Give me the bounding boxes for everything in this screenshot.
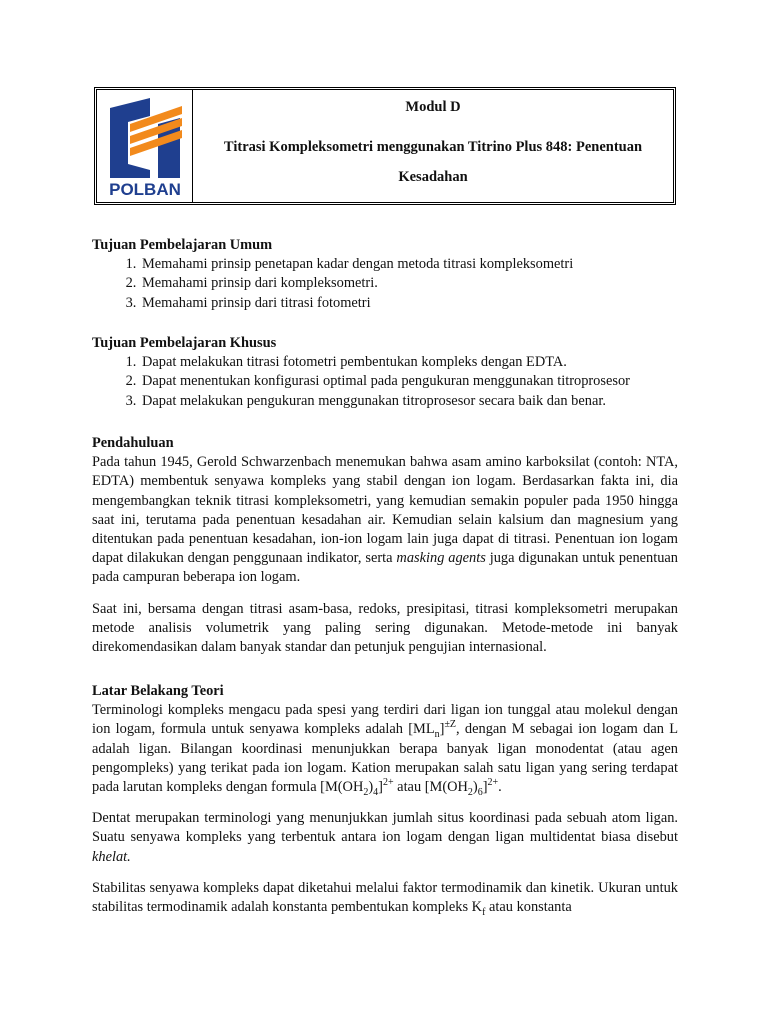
paragraph: Pada tahun 1945, Gerold Schwarzenbach menemukan bahwa asam amino karboksilat (contoh: NTA, EDTA) membentuk senyawa kompleks yang stabil dengan ion logam. Berdasarkan fakta ini, dia mengembangkan teknik titrasi kompleksometri, yang kemudian semakin populer pada 1950 hingga saat ini, terutama pada penentuan kesadahan air. Kemudian selain kalsium dan magnesium yang ditentukan pada penentuan kesadahan, ion-ion logam lain juga dapat di titrasi. Penentuan ion logam dapat dilakukan dengan penggunaan indikator, serta masking agents juga digunakan untuk penentuan pada campuran beberapa ion logam. bbox=[92, 454, 678, 586]
paragraph: Saat ini, bersama dengan titrasi asam-basa, redoks, presipitasi, titrasi kompleksometri merupakan metode analisis volumetrik yang paling sering digunakan. Metode-metode ini banyak direkomendasikan dalam banyak standar dan petunjuk pengujian internasional. bbox=[92, 600, 678, 656]
paragraph: Terminologi kompleks mengacu pada spesi yang terdiri dari ligan ion tunggal atau molekul dengan ion logam, formula untuk senyawa kompleks adalah $[ML_n]^{\pm Z}$, dengan M sebagai ion logam dan L adalah ligan. Bilangan koordinasi menunjukkan berapa banyak ligan monodentat (atau agen pengompleks) yang terikat pada ion logam. Kation merupakan salah satu ligan yang sering terdapat pada larutan kompleks dengan formula $[M(OH_2)_4]^{2+}$ atau $[M(OH_2)_6]^{2+}$. bbox=[92, 702, 678, 798]
list-item: 3. Dapat melakukan pengukuran menggunakan titroprosesor secara baik dan benar. bbox=[140, 392, 678, 411]
section-heading: Pendahuluan bbox=[92, 435, 174, 451]
polban-logo-icon bbox=[102, 94, 188, 198]
module-title-line2: Kesadahan bbox=[398, 169, 468, 186]
list-item: 1. Memahami prinsip penetapan kadar dengan metoda titrasi kompleksometri bbox=[140, 255, 678, 274]
list-item: 3. Memahami prinsip dari titrasi fotometri bbox=[140, 294, 678, 313]
paragraph: Dentat merupakan terminologi yang menunjukkan jumlah situs koordinasi pada sebuah atom ligan. Suatu senyawa kompleks yang terbentuk antara ion logam dengan ligan multidentat biasa disebut khelat. bbox=[92, 810, 678, 865]
pendahuluan-section bbox=[92, 434, 678, 657]
svg-text:POLBAN: POLBAN bbox=[108, 180, 181, 198]
section-heading: Tujuan Pembelajaran Khusus bbox=[92, 335, 277, 351]
tujuan-umum-list bbox=[92, 255, 678, 313]
tujuan-khusus-section bbox=[92, 334, 678, 411]
latar-belakang-section bbox=[92, 682, 678, 917]
list-item: 2. Dapat menentukan konfigurasi optimal pada pengukuran menggunakan titroprosesor bbox=[140, 372, 678, 391]
polban-logo bbox=[97, 90, 193, 202]
module-title-line1: Titrasi Kompleksometri menggunakan Titrino Plus 848: Penentuan bbox=[223, 139, 643, 156]
section-heading: Latar Belakang Teori bbox=[92, 683, 224, 699]
module-header-box bbox=[94, 87, 676, 205]
list-item: 1. Dapat melakukan titrasi fotometri pembentukan kompleks dengan EDTA. bbox=[140, 353, 678, 372]
paragraph: Stabilitas senyawa kompleks dapat diketahui melalui faktor termodinamik dan kinetik. Ukuran untuk stabilitas termodinamik adalah konstanta pembentukan kompleks $K_f$ atau konstanta bbox=[92, 879, 678, 918]
tujuan-khusus-list bbox=[92, 353, 678, 411]
module-title bbox=[193, 90, 673, 202]
module-label: Modul D bbox=[405, 98, 461, 115]
list-item: 2. Memahami prinsip dari kompleksometri. bbox=[140, 274, 678, 293]
section-heading: Tujuan Pembelajaran Umum bbox=[92, 237, 273, 253]
tujuan-umum-section bbox=[92, 236, 678, 313]
